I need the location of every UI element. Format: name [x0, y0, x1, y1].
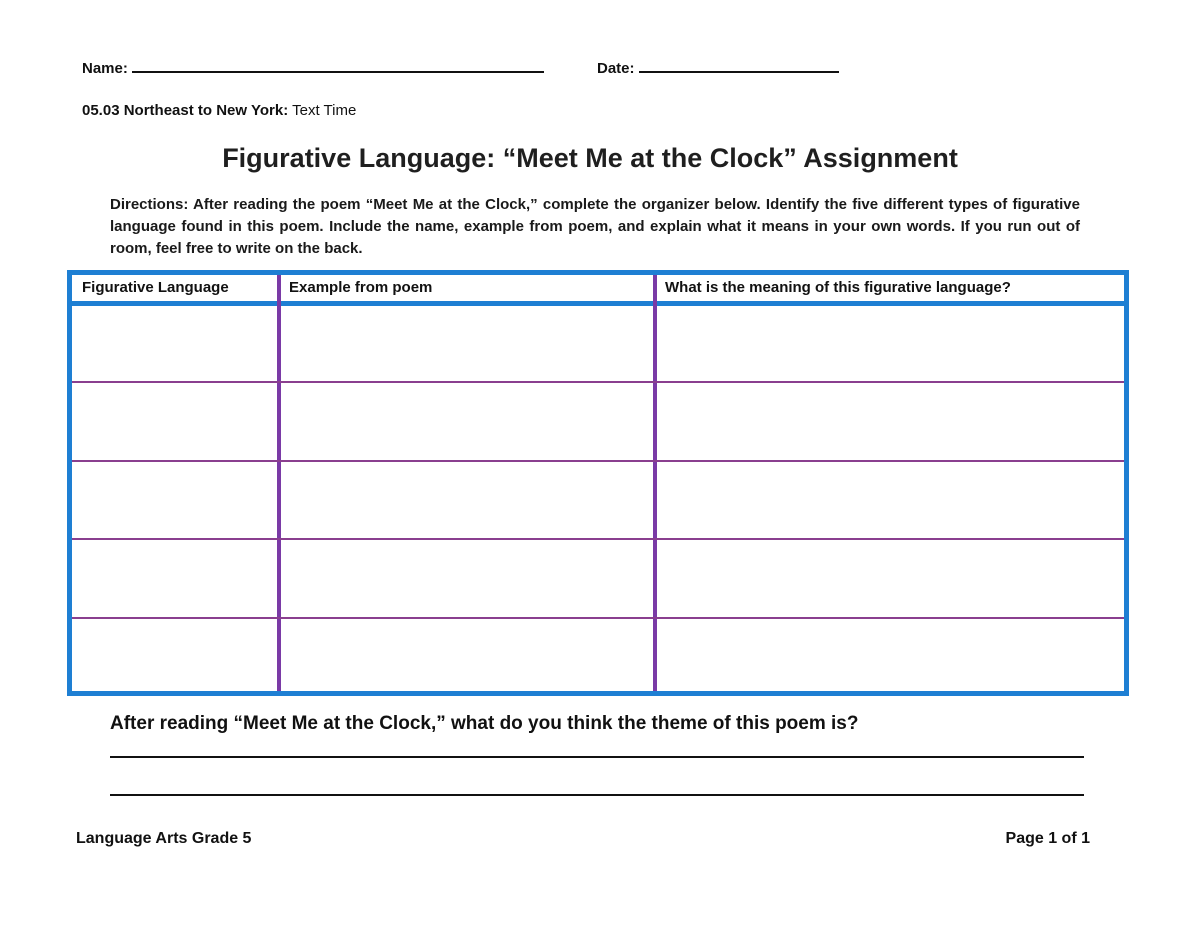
- figurative-language-organizer: [67, 270, 1129, 696]
- cell-row4-example[interactable]: [281, 540, 653, 617]
- footer-page-number: Page 1 of 1: [1005, 830, 1090, 847]
- cell-row1-figurative-language[interactable]: [72, 306, 277, 381]
- lesson-subtitle: [82, 102, 356, 119]
- cell-row4-figurative-language[interactable]: [72, 540, 277, 617]
- cell-row3-meaning[interactable]: [657, 462, 1124, 538]
- cell-row5-meaning[interactable]: [657, 619, 1124, 691]
- lesson-name: Northeast to New York:: [123, 102, 289, 119]
- name-blank-line[interactable]: [132, 59, 544, 73]
- lesson-code: 05.03: [82, 102, 120, 119]
- date-label: Date:: [597, 60, 635, 77]
- date-field[interactable]: [597, 59, 839, 77]
- cell-row3-example[interactable]: [281, 462, 653, 538]
- column-header-meaning: What is the meaning of this figurative language?: [665, 279, 1011, 296]
- table-header-row: [72, 275, 1124, 306]
- name-label: Name:: [82, 60, 128, 77]
- cell-row1-example[interactable]: [281, 306, 653, 381]
- cell-row2-example[interactable]: [281, 383, 653, 460]
- column-header-example: Example from poem: [289, 279, 433, 296]
- date-blank-line[interactable]: [639, 59, 839, 73]
- cell-row5-figurative-language[interactable]: [72, 619, 277, 691]
- lesson-section: Text Time: [292, 102, 357, 119]
- page-title: Figurative Language: “Meet Me at the Clock” Assignment: [222, 143, 958, 173]
- cell-row4-meaning[interactable]: [657, 540, 1124, 617]
- theme-question: After reading “Meet Me at the Clock,” what do you think the theme of this poem is?: [110, 713, 859, 734]
- cell-row2-meaning[interactable]: [657, 383, 1124, 460]
- footer-course: Language Arts Grade 5: [76, 830, 252, 847]
- cell-row5-example[interactable]: [281, 619, 653, 691]
- theme-answer-line-2[interactable]: [110, 794, 1084, 796]
- cell-row2-figurative-language[interactable]: [72, 383, 277, 460]
- cell-row3-figurative-language[interactable]: [72, 462, 277, 538]
- column-header-figurative-language: Figurative Language: [82, 279, 229, 296]
- theme-answer-line-1[interactable]: [110, 756, 1084, 758]
- directions-text: Directions: After reading the poem “Meet Me at the Clock,” complete the organizer below. Identify the five different types of figurative language found in this poem. Include the name, example from poem, and explain what it means in your own words. If you run out of room, feel free to write on the back.: [110, 196, 1080, 257]
- name-field[interactable]: [82, 59, 544, 77]
- cell-row1-meaning[interactable]: [657, 306, 1124, 381]
